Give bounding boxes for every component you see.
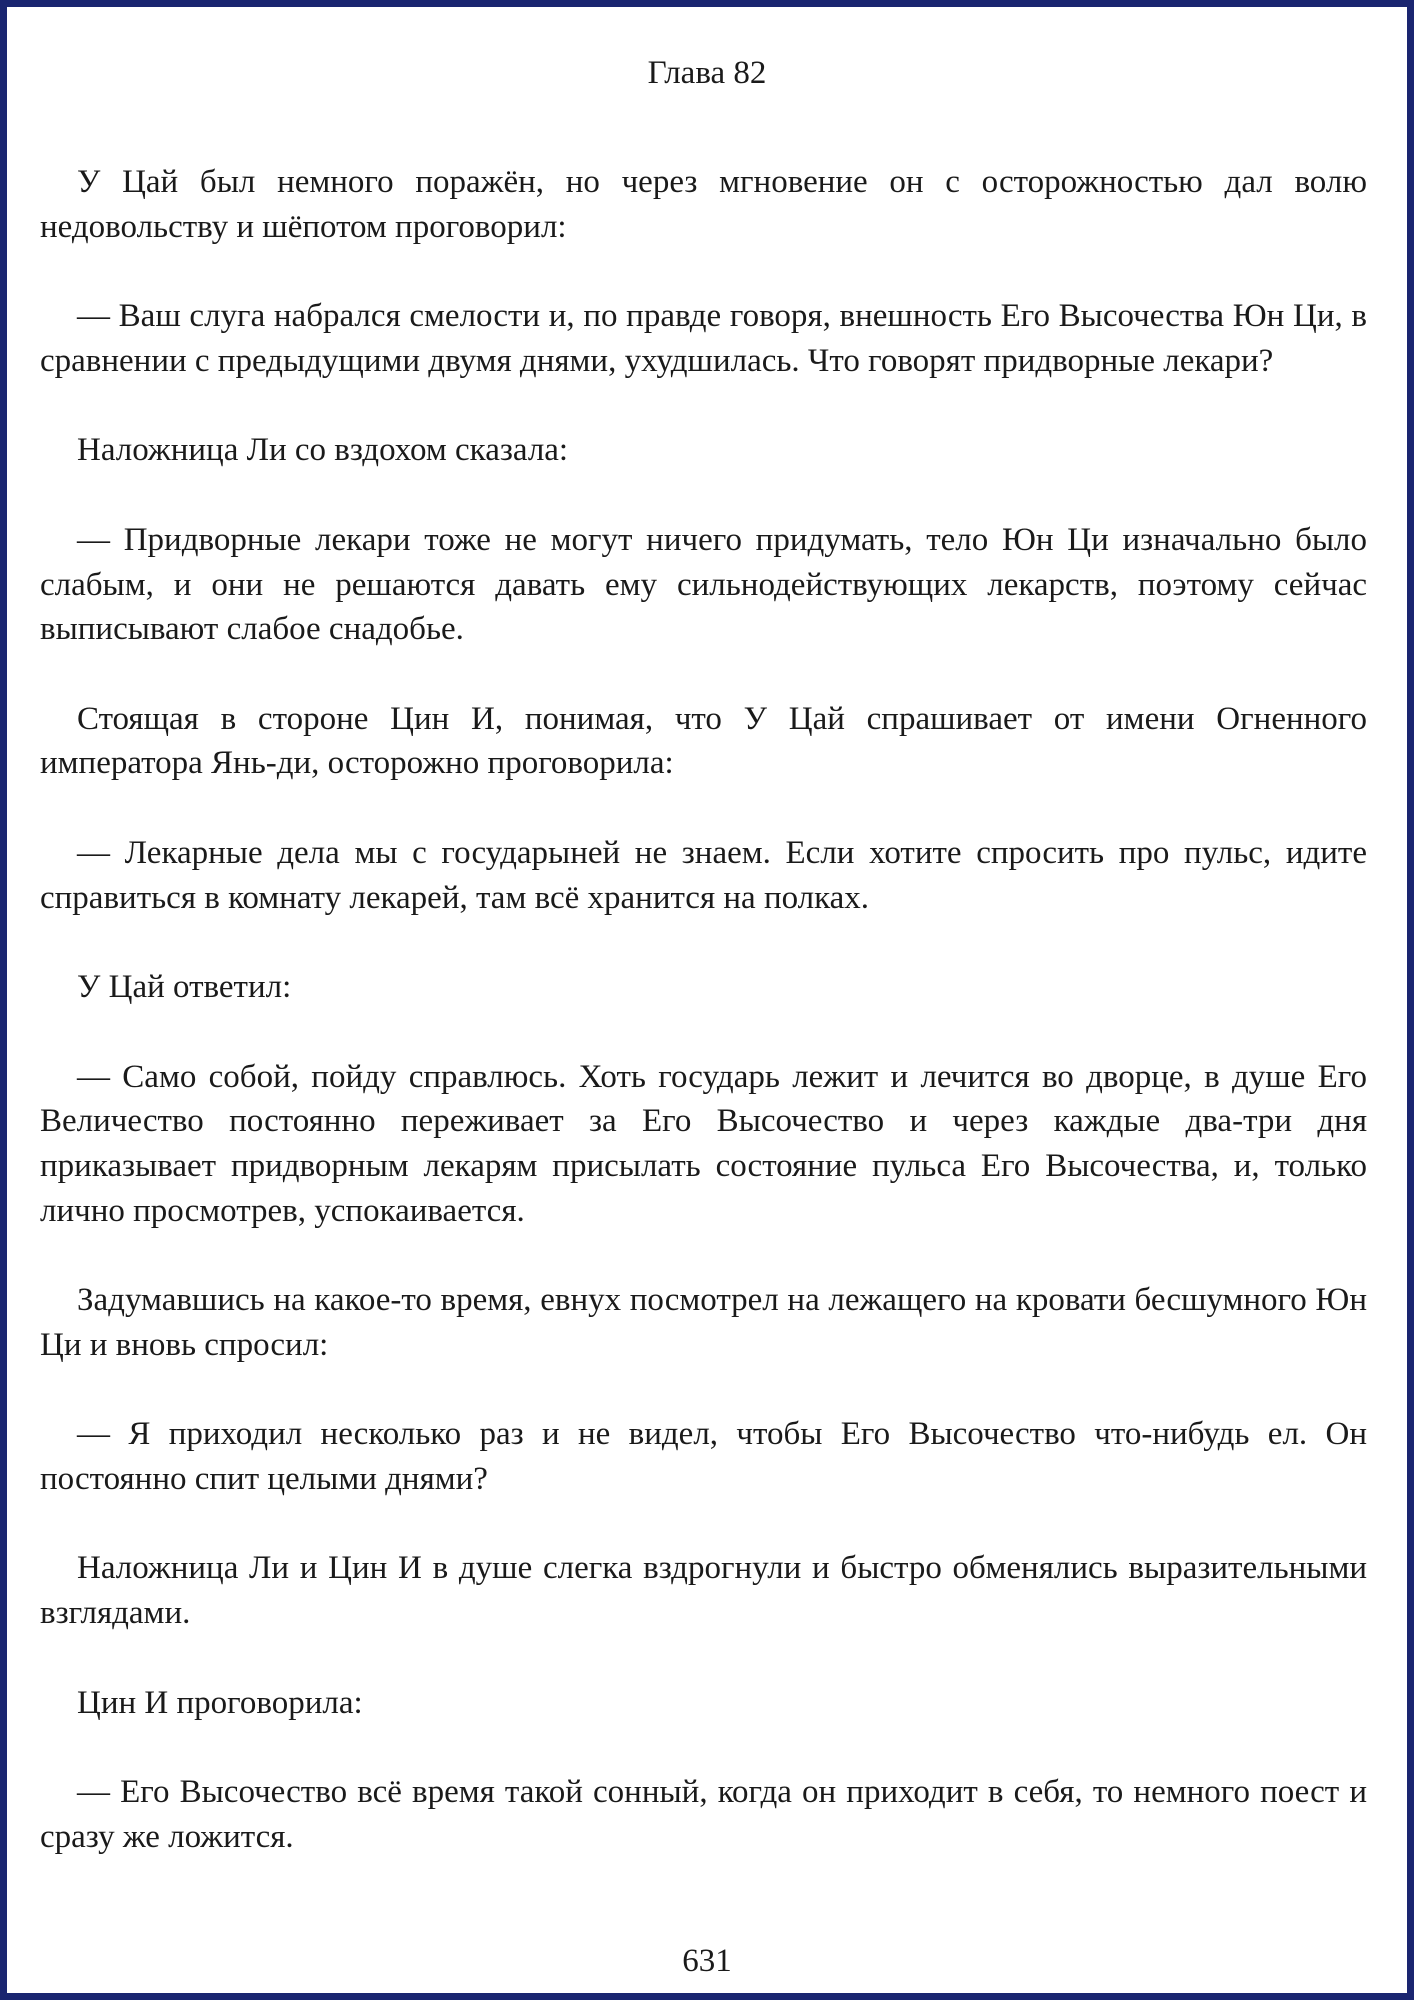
paragraph: Стоящая в стороне Цин И, понимая, что У Цай спрашивает от имени Огненного императора Янь-ди, осторожно проговорила: [40, 700, 1367, 782]
text-body [40, 160, 1367, 1904]
paragraph: Наложница Ли и Цин И в душе слегка вздрогнули и быстро обменялись выразительными взглядами. [40, 1550, 1367, 1632]
paragraph: — Лекарные дела мы с государыней не знаем. Если хотите спросить про пульс, идите справиться в комнату лекарей, там всё хранится на полках. [40, 834, 1367, 916]
paragraph: — Придворные лекари тоже не могут ничего придумать, тело Юн Ци изначально было слабым, и они не решаются давать ему сильнодействующих лекарств, поэтому сейчас выписывают слабое снадобье. [40, 521, 1367, 648]
paragraph: У Цай был немного поражён, но через мгновение он с осторожностью дал волю недовольству и шёпотом проговорил: [40, 164, 1367, 245]
page-number: 631 [682, 1943, 732, 1979]
paragraph: — Само собой, пойду справлюсь. Хоть государь лежит и лечится во дворце, в душе Его Величество постоянно переживает за Его Высочество и через каждые два-три дня приказывает придворным лекарям присылать состояние пульса Его Высочества, и, только лично просмотрев, успокаивается. [40, 1058, 1367, 1229]
paragraph: — Ваш слуга набрался смелости и, по правде говоря, внешность Его Высочества Юн Ци, в сравнении с предыдущими двумя днями, ухудшилась. Что говорят придворные лекари? [40, 298, 1367, 379]
chapter-title: Глава 82 [647, 55, 767, 91]
paragraph: Задумавшись на какое-то время, евнух посмотрел на лежащего на кровати бесшумного Юн Ци и вновь спросил: [40, 1282, 1367, 1363]
paragraph: Цин И проговорила: [77, 1684, 363, 1721]
paragraph: — Я приходил несколько раз и не видел, чтобы Его Высочество что-нибудь ел. Он постоянно спит целыми днями? [40, 1416, 1367, 1497]
paragraph: Наложница Ли со вздохом сказала: [77, 432, 569, 469]
paragraph: — Его Высочество всё время такой сонный, когда он приходит в себя, то немного поест и сразу же ложится. [40, 1774, 1367, 1855]
paragraph: У Цай ответил: [77, 969, 292, 1006]
